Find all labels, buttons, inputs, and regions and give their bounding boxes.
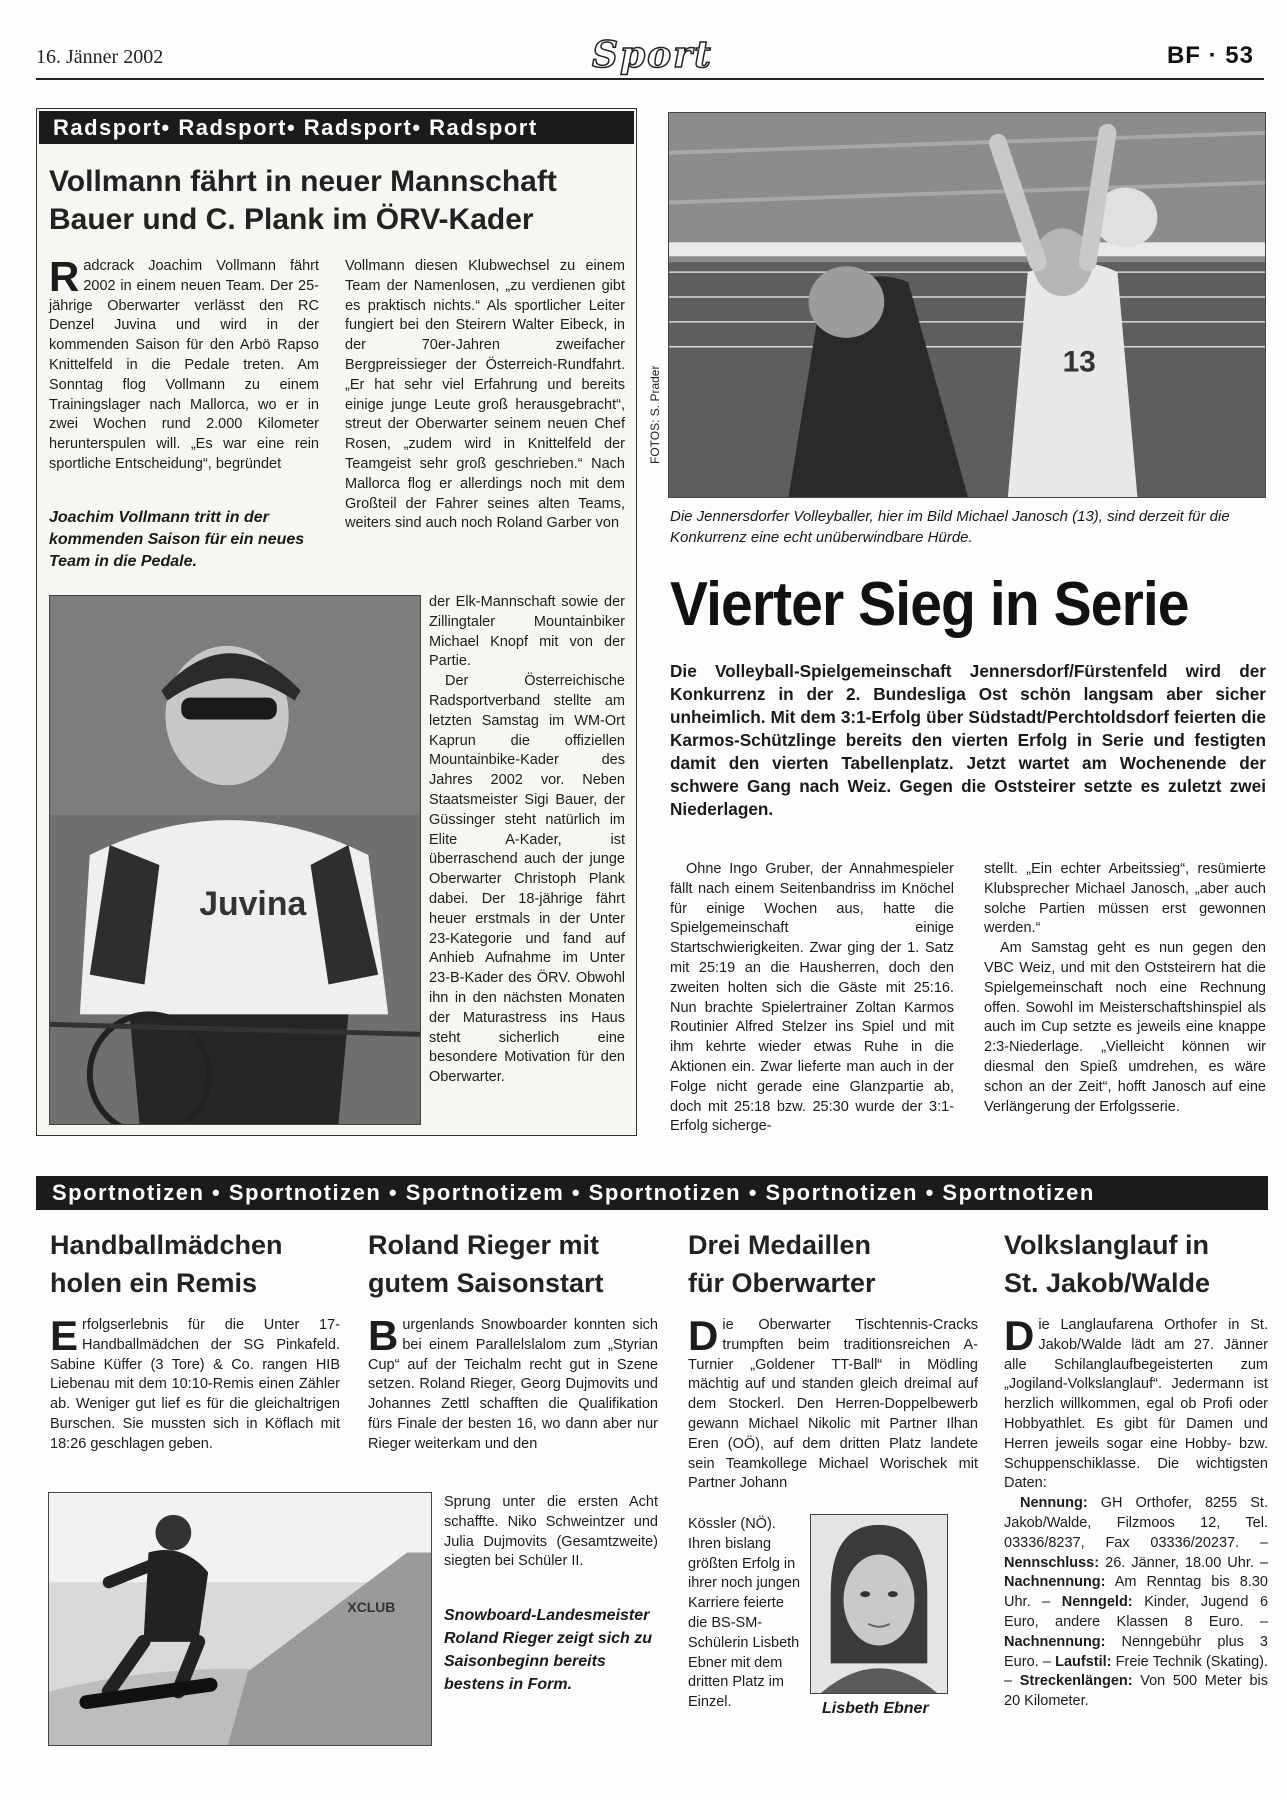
tischtennis-headline-line1: Drei Medaillen <box>688 1230 872 1260</box>
volleyball-photo-caption: Die Jennersdorfer Volleyballer, hier im Bild Michael Janosch (13), sind derzeit für die Konkurrenz eine echt unüberwindbare Hürde. <box>670 508 1230 546</box>
streckenlaengen-value: Von 500 Meter bis 20 Kilometer. <box>1004 1673 1269 1710</box>
nennung-label: Nennung: <box>1020 1495 1088 1512</box>
snowboard-headline-line2: gutem Saisonstart <box>368 1268 604 1298</box>
langlauf-headline-line2: St. Jakob/Walde <box>1004 1268 1211 1298</box>
laufstil-label: Laufstil: <box>1055 1653 1112 1670</box>
tischtennis-text-narrow: Kössler (NÖ). Ihren bislang größten Erfolg in ihrer noch jungen Karriere feierte die BS-SM-Schülerin Lisbeth Ebner mit dem dritten Platz im Einzel. <box>688 1516 801 1711</box>
header-rule <box>36 78 1264 80</box>
header-date: 16. Jänner 2002 <box>36 46 164 68</box>
svg-text:Juvina: Juvina <box>199 884 307 923</box>
nenngeld-label: Nenngeld: <box>1061 1594 1133 1611</box>
tischtennis-headline-line2: für Oberwarter <box>688 1268 876 1298</box>
snowboard-text-narrow: Sprung unter die ersten Acht schaffte. Niko Schweintzer und Julia Dujmovits (Gesamtzweite) siegten bei Schüler II. <box>444 1494 658 1570</box>
nachnennung-label: Nachnennung: <box>1004 1574 1106 1591</box>
handball-headline <box>50 1226 340 1302</box>
nachnennung-value: Am Renntag bis 8.30 Uhr. – <box>1004 1574 1268 1611</box>
page-header <box>36 34 1264 82</box>
sportnotizen-banner: Sportnotizen • Sportnotizen • Sportnotizem • Sportnotizen • Sportnotizen • Sportnotizen <box>36 1176 1268 1210</box>
nennschluss-label: Nennschluss: <box>1004 1554 1100 1571</box>
nachnennung-fee-value: Nenngebühr plus 3 Euro. – <box>1004 1633 1268 1670</box>
volleyball-headline: Vierter Sieg in Serie <box>670 570 1189 639</box>
radsport-col2-text: Vollmann diesen Klubwechsel zu einem Team der Namenlosen, „zu verdienen gibt es praktisch nichts.“ Als sportlicher Leiter fungiert bei den Steirern Walter Eibeck, in der 70er-Jahren zweifacher Bergpreissieger der Österreich-Rundfahrt. „Er hat sehr viel Erfahrung und bereits einige junge Leute groß herausgebracht“, streut der Oberwarter seinem neuen Chef Rosen, „zudem wird in Knittelfeld der Teamgeist sehr groß geschrieben.“ Nach Mallorca flog er allerdings noch mit dem Großteil der Fahrer seines alten Teams, weiters sind auch noch Roland Garber von <box>345 258 625 532</box>
radsport-photo-caption: Joachim Vollmann tritt in der kommenden Saison für ein neues Team in die Pedale. <box>49 509 305 570</box>
lisbeth-ebner-caption: Lisbeth Ebner <box>822 1700 929 1717</box>
handball-text: Erfolgserlebnis für die Unter 17-Handballmädchen der SG Pinkafeld. Sabine Küffer (3 Tore) & Co. rangen HIB Liebenau mit dem 10:10-Remis einen Zähler ab. Weniger gut lief es für die gleichaltrigen Burschen. Sie mussten sich in Köflach mit 18:26 geschlagen geben. <box>50 1312 340 1452</box>
handball-headline-line2: holen ein Remis <box>50 1268 258 1298</box>
section-title: Sport <box>592 34 713 76</box>
nennung-value: GH Orthofer, 8255 St. Jakob/Walde, Filzmoos 12, Tel. 03336/8237, Fax 03336/20237. – <box>1004 1495 1268 1551</box>
langlauf-text-block <box>1004 1312 1269 1712</box>
volleyball-col1-text: Ohne Ingo Gruber, der Annahmespieler fällt nach einem Seitenbandriss im Knöchel für einige Wochen aus, hatte die Spielgemeinschaft einige Startschwierigkeiten. Zwar ging der 1. Satz mit 25:19 an die Hausherren, doch den zweiten holten sich die Gäste mit 25:16. Nun brachte Spielertrainer Zoltan Karmos Routinier Alfred Stelzer ins Spiel und mit ihm kehrte wieder etwas Ruhe in die Aktionen ein. Zwar lieferte man auch in der Folge nicht gerade eine Glanzpartie ab, doch mit 25:18 bzw. 25:30 wurde der 3:1-Erfolg sicherge- <box>670 861 954 1135</box>
snowboard-illustration <box>49 1493 431 1745</box>
radsport-paragraph-2: Der Österreichische Radsportverband stellte am letzten Samstag im WM-Ort Kaprun die offiziellen Mountainbike-Kader des Jahres 2002 vor. Neben Staatsmeister Sigi Bauer, der Güssinger steht natürlich im Elite A-Kader, ist überraschend auch der junge Oberwarter Christoph Plank dabei. Der 18-jährige fährt heuer erstmals in der Unter 23-Kategorie und fand auf Anhieb Aufnahme im Unter 23-B-Kader des ÖRV. Obwohl ihn in den nächsten Monaten der Maturastress ins Haus steht sicherlich eine besondere Motivation für den Oberwarter. <box>429 673 625 1086</box>
radsport-article <box>36 108 637 1136</box>
tischtennis-headline <box>688 1226 978 1302</box>
publication-mark <box>1167 42 1254 70</box>
svg-text:XCLUB: XCLUB <box>347 1599 396 1616</box>
radsport-paragraph-1: der Elk-Mannschaft sowie der Zillingtaler Mountainbiker Michael Knopf mit von der Partie. <box>429 594 625 670</box>
radsport-col2-narrow <box>429 593 625 1088</box>
langlauf-details <box>1004 1494 1268 1712</box>
cyclist-illustration <box>50 596 420 1124</box>
nennschluss-value: 26. Jänner, 18.00 Uhr. – <box>1105 1554 1269 1571</box>
radsport-col1-text: Radcrack Joachim Vollmann fährt 2002 in einem neuen Team. Der 25-jährige Oberwarter verlässt den RC Denzel Juvina und wird in der kommenden Saison für den Arbö Rapso Knittelfeld in die Pedale treten. Am Sonntag flog Vollmann zu einem Trainingslager nach Mallorca, wo er in zwei Wochen rund 2.000 Kilometer herunterspulen will. „Es war eine rein sportliche Entscheidung“, begründet <box>49 253 319 472</box>
page-number: 53 <box>1225 42 1254 69</box>
publication-name: BF <box>1166 42 1201 69</box>
langlauf-intro: Die Langlaufarena Orthofer in St. Jakob/Walde lädt am 27. Jänner alle Schilanglaufbegeisterten zum „Jogiland-Volkslanglauf“. Jedermann ist herzlich willkommen, egal ob Profi oder Hobbyathlet. Es gibt für Damen und Herren jeweils sogar eine Hobby- bzw. Schuppenschiklasse. Die wichtigsten Daten: <box>1004 1312 1268 1492</box>
volleyball-paragraph-1: stellt. „Ein echter Arbeitssieg“, resümierte Klubsprecher Michael Janosch, „aber auch solche Partien müssen erst gewonnen werden.“ <box>984 861 1266 937</box>
volleyball-paragraph-2: Am Samstag geht es nun gegen den VBC Weiz, und mit den Oststeirern hat die Spielgemeinschaft noch eine Rechnung offen. Sowohl im Meisterschaftshinspiel als auch im Cup setzte es jeweils eine knappe 2:3-Niederlage. „Vielleicht können wir diesmal den Spieß umdrehen, es wäre schon an der Zeit“, hofft Janosch auf eine Verlängerung der Erfolgsserie. <box>984 940 1266 1115</box>
volleyball-illustration <box>669 113 1265 497</box>
svg-text:13: 13 <box>1062 345 1096 379</box>
cyclist-photo <box>49 595 421 1125</box>
snowboard-headline-line1: Roland Rieger mit <box>368 1230 600 1260</box>
volleyball-photo <box>668 112 1266 498</box>
langlauf-headline-line1: Volkslanglauf in <box>1004 1230 1210 1260</box>
nachnennung-fee-label: Nachnennung: <box>1004 1633 1106 1650</box>
tischtennis-text: Die Oberwarter Tischtennis-Cracks trumpften beim traditionsreichen A-Turnier „Goldener TT-Ball“ in Mödling mächtig auf und standen gleich dreimal auf dem Stockerl. Den Herren-Doppelbewerb gewann Michael Nikolic mit Partner Ilhan Eren (OÖ), auf dem dritten Platz landete sein Teamkollege Michael Worischek mit Partner Johann <box>688 1312 978 1492</box>
lisbeth-ebner-photo <box>810 1514 948 1694</box>
radsport-headline-line1: Vollmann fährt in neuer Mannschaft <box>49 165 557 198</box>
laufstil-value: Freie Technik (Skating). – <box>1004 1653 1269 1690</box>
radsport-banner: Radsport• Radsport• Radsport• Radsport <box>39 111 634 144</box>
snowboard-photo-caption: Snowboard-Landesmeister Roland Rieger zeigt sich zu Saisonbeginn bereits bestens in Form. <box>444 1607 653 1693</box>
portrait-illustration <box>811 1515 947 1693</box>
radsport-headline <box>49 163 629 239</box>
nenngeld-value: Kinder, Jugend 6 Euro, andere Klassen 8 Euro. – <box>1004 1594 1269 1630</box>
radsport-headline-line2: Bauer und C. Plank im ÖRV-Kader <box>49 203 534 236</box>
langlauf-headline <box>1004 1226 1268 1302</box>
streckenlaengen-label: Streckenlängen: <box>1019 1673 1133 1690</box>
volleyball-col2 <box>984 860 1266 1117</box>
separator-dot: · <box>1208 42 1226 69</box>
snowboard-headline <box>368 1226 658 1302</box>
handball-headline-line1: Handballmädchen <box>50 1230 283 1260</box>
snowboard-photo <box>48 1492 432 1746</box>
volleyball-lead: Die Volleyball-Spielgemeinschaft Jennersdorf/Fürstenfeld wird der Konkurrenz in der 2. Bundesliga Ost schön langsam aber sicher unheimlich. Mit dem 3:1-Erfolg über Südstadt/Perchtoldsdorf feierten die Karmos-Schützlinge bereits den vierten Erfolg in Serie und festigten damit den vierten Tabellenplatz. Jetzt wartet am Wochenende der schwere Gang nach Weiz. Gegen die Oststeirer setzte es zuletzt zwei Niederlagen. <box>670 661 1266 819</box>
snowboard-text: Burgenlands Snowboarder konnten sich bei einem Parallelslalom zum „Styrian Cup“ auf der Teichalm recht gut in Szene setzen. Roland Rieger, Georg Dujmovits und Johannes Zettl schafften die Qualifikation fürs Finale der besten 16, wo dann aber nur Rieger weiterkam und den <box>368 1312 658 1452</box>
photo-credit: FOTOS: S. Prader <box>648 365 662 464</box>
